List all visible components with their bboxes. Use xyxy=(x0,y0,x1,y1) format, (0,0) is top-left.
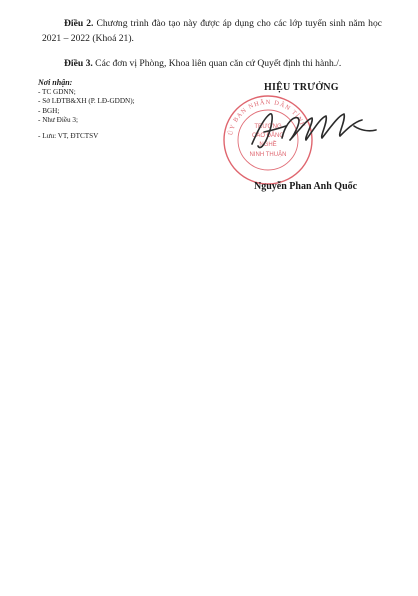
stamp-center-line: NGHỀ xyxy=(259,142,277,148)
recipient-item: - BGH; xyxy=(38,106,60,115)
article-2-label: Điều 2. xyxy=(64,18,94,29)
article-3-text: Các đơn vị Phòng, Khoa liên quan căn cứ Quyết định thi hành./. xyxy=(92,58,342,69)
recipients-title: Nơi nhận: xyxy=(38,78,73,87)
recipient-item: - Lưu: VT, ĐTCTSV xyxy=(38,131,99,140)
signer-name: Nguyễn Phan Anh Quốc xyxy=(254,181,358,192)
stamp-center-line: NINH THUẬN xyxy=(249,152,287,158)
stamp-center-line: TRƯỜNG xyxy=(254,124,282,130)
recipient-item: - Như Điều 3; xyxy=(38,116,79,125)
handwritten-signature xyxy=(234,92,384,172)
article-3 xyxy=(42,56,382,71)
article-3-label: Điều 3. xyxy=(64,58,93,69)
recipients-block xyxy=(38,78,208,142)
stamp-center-line: CAO ĐẲNG xyxy=(251,133,285,139)
signer-title: HIỆU TRƯỞNG xyxy=(264,82,339,93)
recipient-item: - TC GDNN; xyxy=(38,87,76,96)
recipient-item: - Sở LĐTB&XH (P. LĐ-GDDN); xyxy=(38,97,135,106)
article-2-text: Chương trình đào tạo này được áp dụng cho các lớp tuyển sinh năm học 2021 – 2022 (Khoá 21). xyxy=(42,18,382,44)
stamp-ring-text: ỦY BAN NHÂN DÂN TỈNH xyxy=(227,98,307,136)
article-2 xyxy=(42,16,382,46)
